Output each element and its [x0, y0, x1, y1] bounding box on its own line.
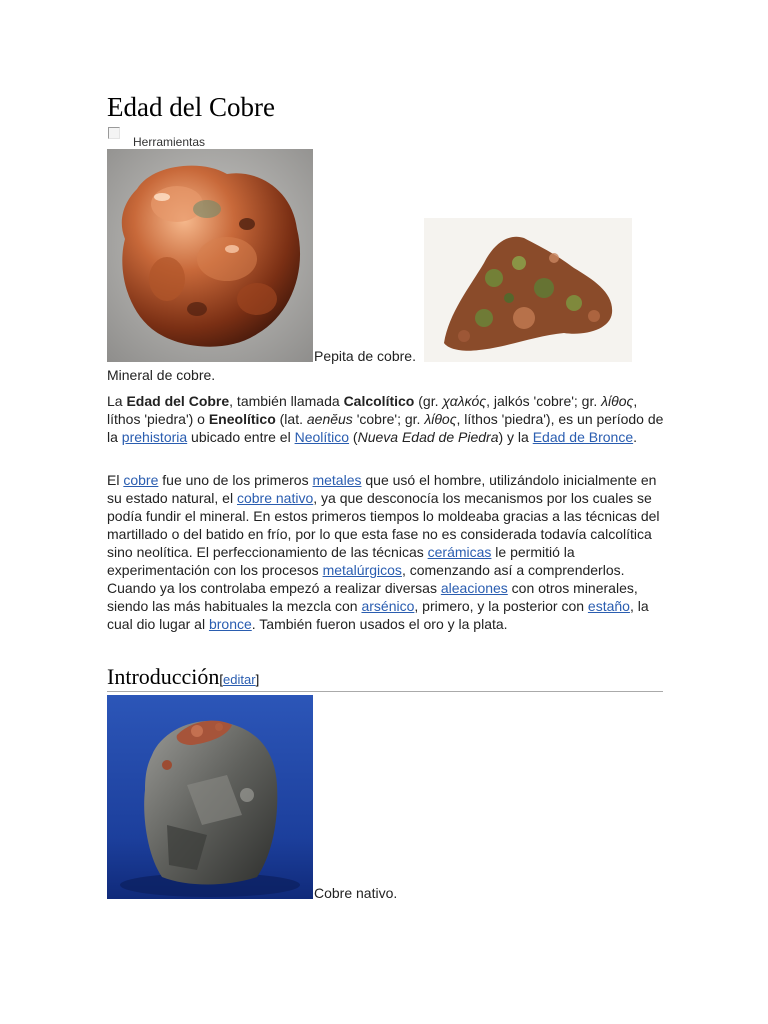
copper-paragraph: El cobre fue uno de los primeros metales que usó el hombre, utilizándolo inicialmente en su estado natural, el cobre nativo, ya que desconocía los mecanismos por los cuales se podía fundir el mineral. En estos primeros tiempos lo moldeaba gracias a las técnicas del martillado o del batido en frío, por lo que esta fase no es considerada todavía calcolítica sino neolítica. El perfeccionamiento de las técnicas cerámicas le permitió la experimentación con los procesos metalúrgicos, comenzando así a comprenderlos. Cuando ya los controlaba empezó a realizar diversas aleaciones con otros minerales, siendo las más habituales la mezcla con arsénico, primero, y la posterior con estaño, la cual dio lugar al bronce. También fueron usados el oro y la plata.: [107, 472, 660, 632]
broken-image-icon: [108, 127, 120, 139]
edit-section-link[interactable]: editar: [223, 672, 256, 687]
link-cobre-nativo[interactable]: cobre nativo: [236, 490, 314, 506]
link-neolitico[interactable]: Neolítico: [294, 429, 350, 445]
nugget-caption: Pepita de cobre.: [314, 348, 416, 364]
term-eneolitico: Eneolítico: [208, 411, 276, 427]
term-calcolitico: Calcolítico: [343, 393, 415, 409]
copper-nugget-photo[interactable]: [107, 149, 313, 362]
link-arsenico[interactable]: arsénico: [361, 598, 415, 614]
link-estano[interactable]: estaño: [587, 598, 630, 614]
link-bronce[interactable]: bronce: [208, 616, 252, 632]
link-ceramicas[interactable]: cerámicas: [427, 544, 492, 560]
intro-paragraph: La Edad del Cobre, también llamada Calcolítico (gr. χαλκός, jalkós 'cobre'; gr. λίθος, líthos 'piedra') o Eneolítico (lat. aenĕus 'cobre'; gr. λίθος, líthos 'piedra'), es un período de la prehistoria ubicado entre el Neolítico (Nueva Edad de Piedra) y la Edad de Bronce.: [107, 393, 664, 445]
section-heading-introduccion: Introducción[editar]: [107, 664, 663, 692]
term-edad-del-cobre: Edad del Cobre: [126, 393, 230, 409]
link-prehistoria[interactable]: prehistoria: [121, 429, 188, 445]
link-cobre[interactable]: cobre: [123, 472, 159, 488]
link-edad-de-bronce[interactable]: Edad de Bronce: [532, 429, 634, 445]
native-copper-caption: Cobre nativo.: [314, 885, 398, 901]
link-metalurgicos[interactable]: metalúrgicos: [322, 562, 402, 578]
link-metales[interactable]: metales: [312, 472, 362, 488]
copper-mineral-photo[interactable]: [424, 218, 632, 362]
broken-image-alt: Herramientas: [133, 135, 206, 149]
mineral-caption: Mineral de cobre.: [107, 367, 216, 383]
link-aleaciones[interactable]: aleaciones: [440, 580, 508, 596]
page-title: Edad del Cobre: [107, 92, 275, 122]
native-copper-photo[interactable]: [107, 695, 313, 899]
